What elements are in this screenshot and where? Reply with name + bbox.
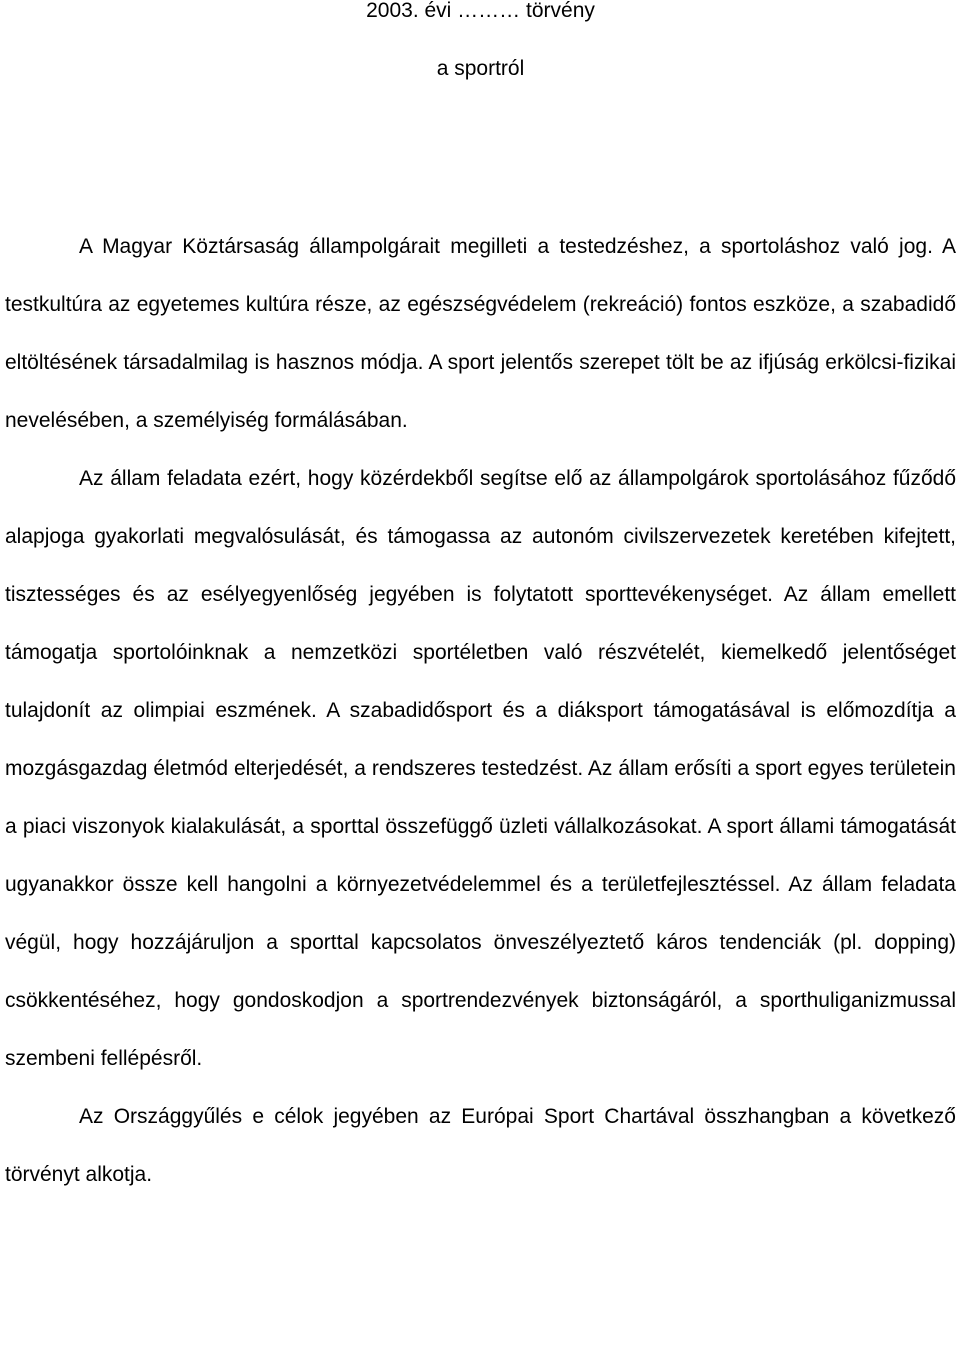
preamble-paragraph-1: A Magyar Köztársaság állampolgárait megilleti a testedzéshez, a sportoláshoz való jog. A testkultúra az egyetemes kultúra része, az egészségvédelem (rekreáció) fontos eszköze, a szabadidő eltöltésének társadalmilag is hasznos módja. A sport jelentős szerepet tölt be az ifjúság erkölcsi-fizikai nevelésében, a személyiség formálásában. (5, 235, 956, 432)
document-title: 2003. évi ……… törvény (366, 0, 595, 22)
preamble-paragraph-3: Az Országgyűlés e célok jegyében az Európai Sport Chartával összhangban a következő törvényt alkotja. (5, 1105, 956, 1186)
document-page (5, 0, 956, 1204)
document-subtitle: a sportról (436, 57, 525, 80)
preamble-paragraph-2: Az állam feladata ezért, hogy közérdekből segítse elő az állampolgárok sportolásához fűződő alapjoga gyakorlati megvalósulását, és támogassa az autonóm civilszervezetek keretében kifejtett, tisztességes és az esélyegyenlőség jegyében is folytatott sporttevékenységet. Az állam emellett támogatja sportolóinknak a nemzetközi sportéletben való részvételét, kiemelkedő jelentőséget tulajdonít az olimpiai eszmének. A szabadidősport és a diáksport támogatásával is előmozdítja a mozgásgazdag életmód elterjedését, a rendszeres testedzést. Az állam erősíti a sport egyes területein a piaci viszonyok kialakulását, a sporttal összefüggő üzleti vállalkozásokat. A sport állami támogatását ugyanakkor össze kell hangolni a környezetvédelemmel és a területfejlesztéssel. Az állam feladata végül, hogy hozzájáruljon a sporttal kapcsolatos önveszélyeztető káros tendenciák (pl. dopping) csökkentéséhez, hogy gondoskodjon a sportrendezvények biztonságáról, a sporthuliganizmussal szembeni fellépésről. (5, 467, 956, 1070)
